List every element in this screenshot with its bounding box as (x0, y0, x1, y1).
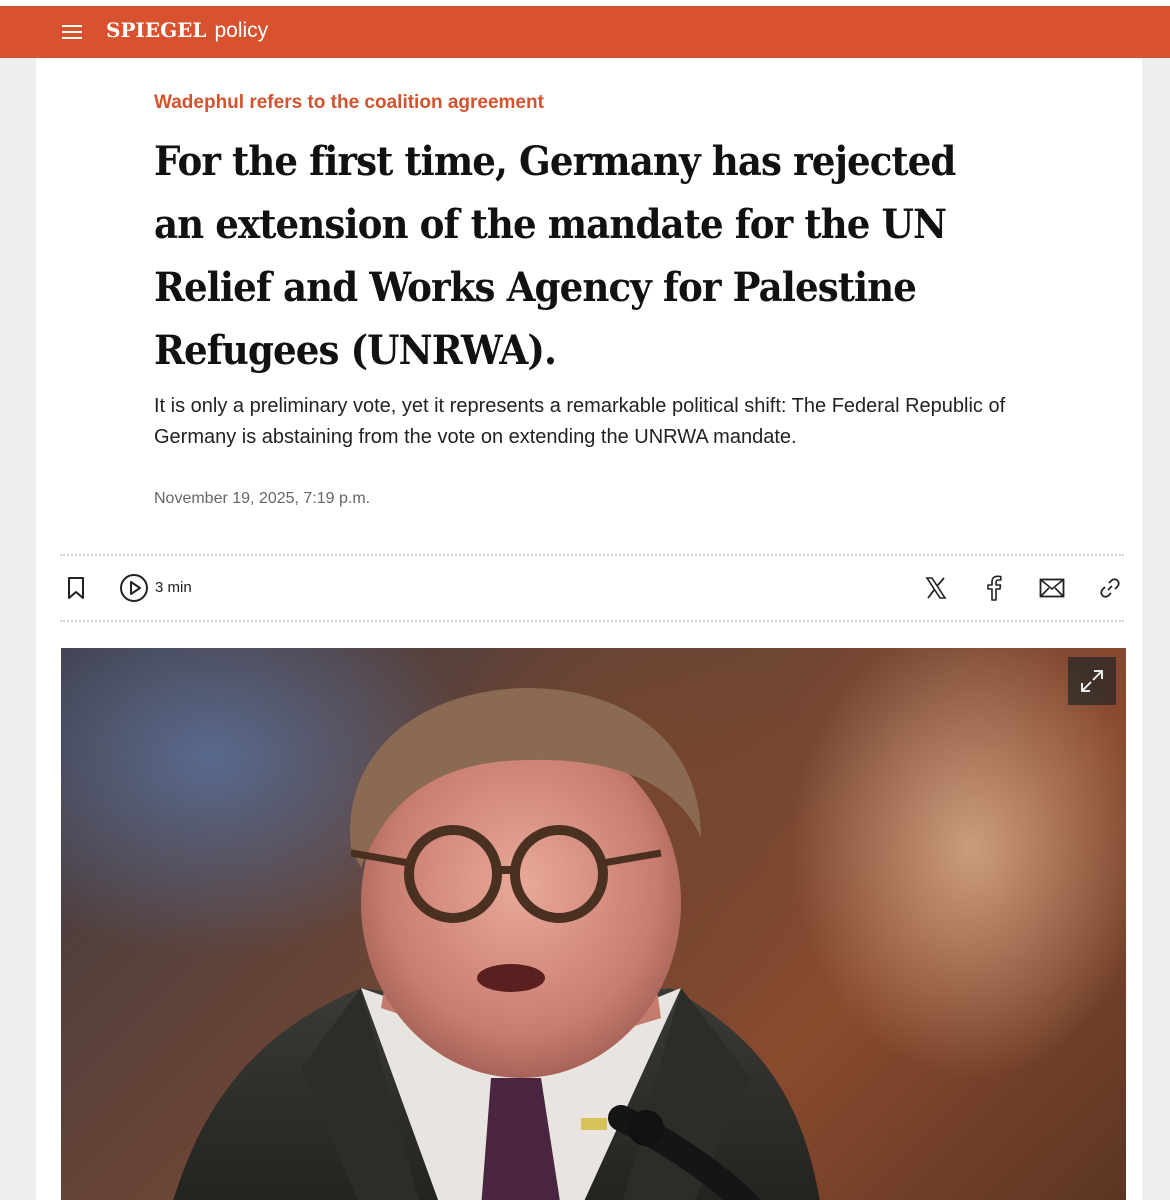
expand-icon[interactable] (1068, 657, 1116, 705)
article-page (36, 58, 1142, 1200)
brand-logo[interactable]: SPIEGEL (106, 18, 207, 42)
link-icon[interactable] (1094, 572, 1126, 604)
read-time[interactable]: 3 min (155, 579, 192, 596)
section-name[interactable]: policy (214, 19, 269, 42)
divider-top (60, 554, 1124, 556)
article-date: November 19, 2025, 7:19 p.m. (154, 490, 371, 507)
article-lede: It is only a preliminary vote, yet it represents a remarkable political shift: The Federal Republic of Germany is abstaining from the vote on extending the UNRWA mandate. (154, 395, 1006, 448)
site-header (0, 6, 1170, 58)
article-toolbar (60, 568, 1130, 608)
hero-photo-person (61, 648, 1126, 1200)
brand[interactable] (106, 18, 268, 43)
hero-image[interactable] (61, 648, 1126, 1200)
play-icon[interactable] (118, 572, 150, 604)
article-kicker: Wadephul refers to the coalition agreement (154, 92, 544, 113)
divider-bottom (60, 620, 1124, 622)
x-icon[interactable] (920, 572, 952, 604)
mail-icon[interactable] (1036, 572, 1068, 604)
hamburger-menu-icon[interactable] (62, 25, 82, 39)
bookmark-icon[interactable] (60, 572, 92, 604)
article-headline: For the first time, Germany has rejected an extension of the mandate for the UN Relief and Works Agency for Palestine Refugees (UNRWA). (154, 138, 956, 374)
facebook-icon[interactable] (978, 572, 1010, 604)
